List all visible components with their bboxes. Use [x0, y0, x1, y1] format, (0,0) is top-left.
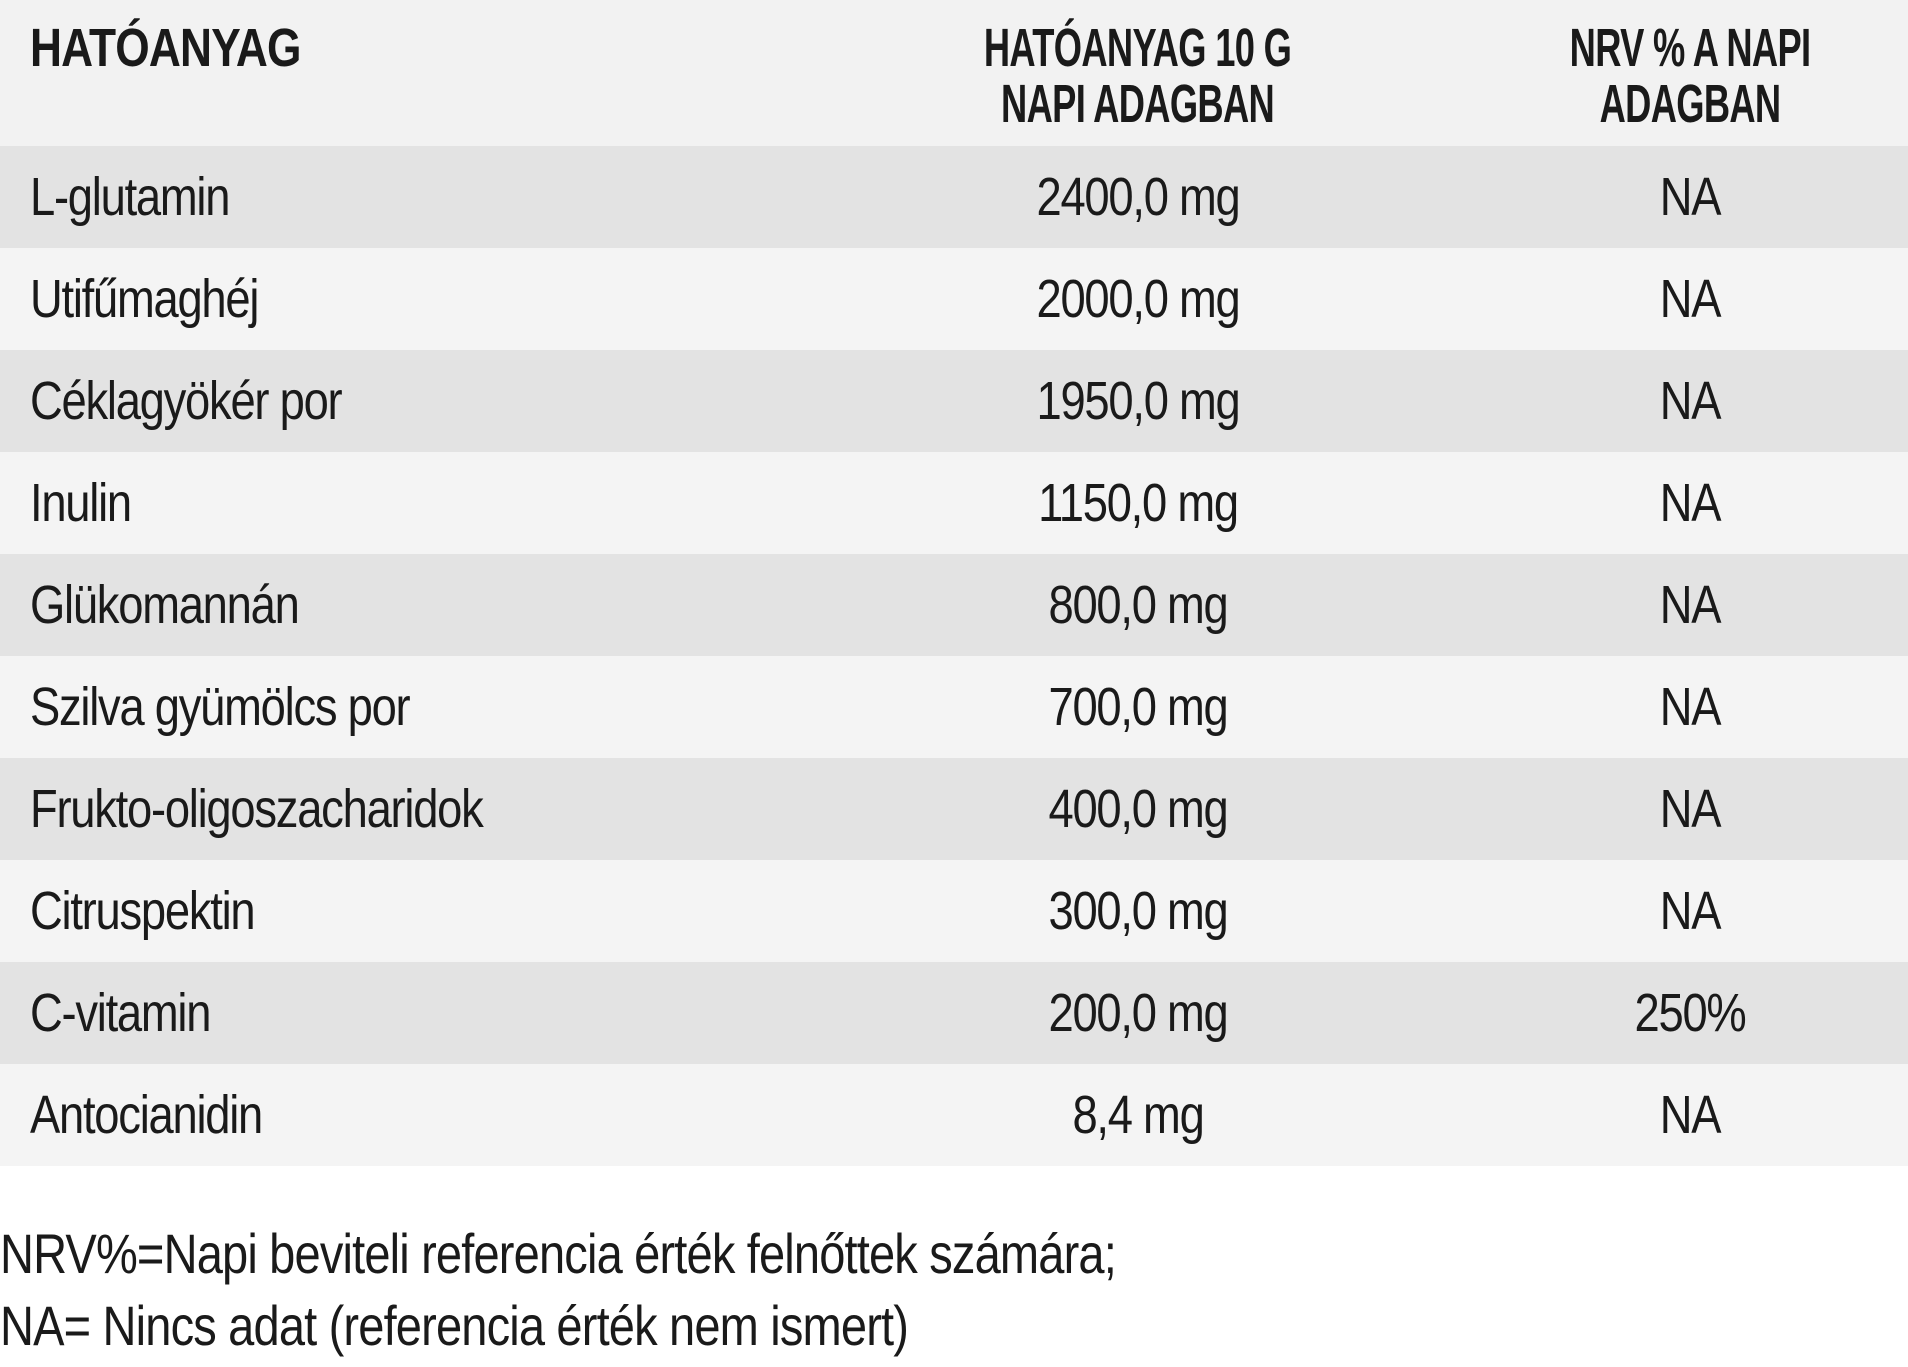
ingredient-cell: Inulin [30, 473, 131, 533]
ingredient-cell: Frukto-oligoszacharidok [30, 779, 483, 839]
table-row: Frukto-oligoszacharidok 400,0 mg NA [0, 758, 1908, 860]
header-nrv-line1: NRV % A NAPI [1569, 18, 1811, 78]
table-row: L-glutamin 2400,0 mg NA [0, 146, 1908, 248]
table-row: Citruspektin 300,0 mg NA [0, 860, 1908, 962]
table-header-row [0, 0, 1908, 146]
footnote-na: NA= Nincs adat (referencia érték nem ismert) [0, 1294, 909, 1357]
table-row: C-vitamin 200,0 mg 250% [0, 962, 1908, 1064]
ingredient-cell: C-vitamin [30, 983, 211, 1043]
header-amount-line1: HATÓANYAG 10 G [984, 18, 1292, 78]
table-row: Antocianidin 8,4 mg NA [0, 1064, 1908, 1166]
table-row: Glükomannán 800,0 mg NA [0, 554, 1908, 656]
table-row: Szilva gyümölcs por 700,0 mg NA [0, 656, 1908, 758]
ingredient-cell: Citruspektin [30, 881, 255, 941]
ingredient-cell: Céklagyökér por [30, 371, 342, 431]
ingredient-cell: Glükomannán [30, 575, 299, 635]
footnote-nrv: NRV%=Napi beviteli referencia érték felnőttek számára; [0, 1222, 1116, 1285]
header-ingredient: HATÓANYAG [30, 18, 301, 78]
table-row: Céklagyökér por 1950,0 mg NA [0, 350, 1908, 452]
header-nrv-line2: ADAGBAN [1599, 74, 1781, 134]
footnotes [0, 1218, 1908, 1362]
ingredient-cell: Utifűmaghéj [30, 269, 259, 329]
header-amount-line2: NAPI ADAGBAN [1001, 74, 1275, 134]
ingredient-cell: Antocianidin [30, 1085, 263, 1145]
ingredient-cell: L-glutamin [30, 167, 230, 227]
table-row: Utifűmaghéj 2000,0 mg NA [0, 248, 1908, 350]
ingredient-cell: Szilva gyümölcs por [30, 677, 410, 737]
table-row: Inulin 1150,0 mg NA [0, 452, 1908, 554]
